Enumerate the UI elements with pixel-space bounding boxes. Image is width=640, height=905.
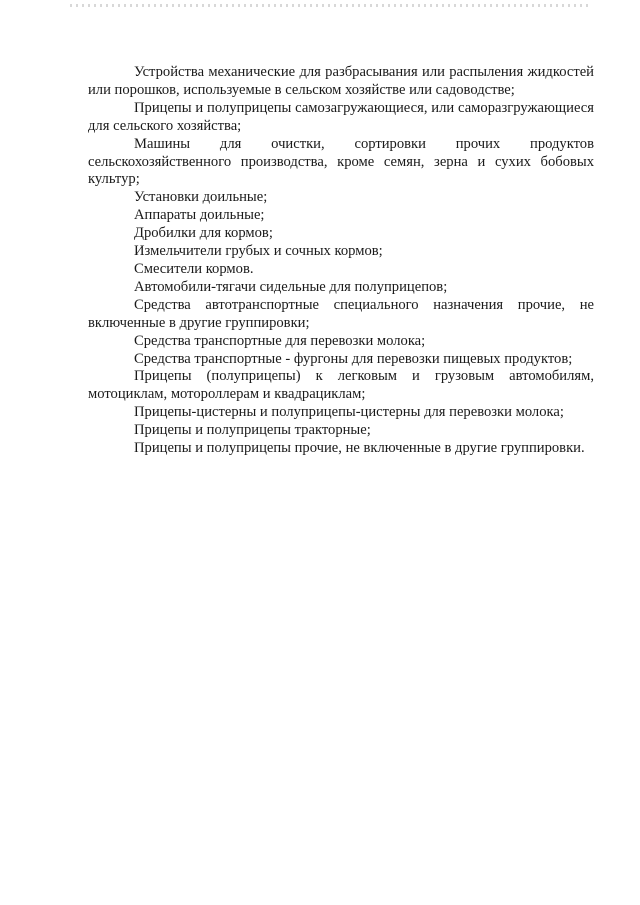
- paragraph-8: Смесители кормов.: [134, 260, 254, 277]
- paragraph-3: Машины для очистки, сортировки прочих продуктов сельскохозяйственного производства, кроме семян, зерна и сухих бобовых культур;: [88, 135, 594, 188]
- paragraph-14: Прицепы-цистерны и полуприцепы-цистерны для перевозки молока;: [134, 404, 564, 421]
- paragraph-16: Прицепы и полуприцепы прочие, не включенные в другие группировки.: [134, 440, 585, 457]
- paragraph-6: Дробилки для кормов;: [134, 225, 273, 242]
- paragraph-2: Прицепы и полуприцепы самозагружающиеся, или саморазгружающиеся для сельского хозяйства;: [88, 99, 594, 134]
- paragraph-7: Измельчители грубых и сочных кормов;: [134, 243, 383, 260]
- paragraph-10: Средства автотранспортные специального назначения прочие, не включенные в другие группировки;: [88, 296, 594, 331]
- paragraph-4: Установки доильные;: [134, 189, 268, 206]
- paragraph-1: Устройства механические для разбрасывания или распыления жидкостей или порошков, используемые в сельском хозяйстве или садоводстве;: [88, 64, 594, 98]
- scan-edge-artifact: [70, 4, 590, 7]
- paragraph-13: Прицепы (полуприцепы) к легковым и грузовым автомобилям, мотоциклам, мотороллерам и квадрациклам;: [88, 368, 594, 403]
- document-body: [88, 64, 594, 458]
- paragraph-15: Прицепы и полуприцепы тракторные;: [134, 422, 371, 439]
- paragraph-12: Средства транспортные - фургоны для перевозки пищевых продуктов;: [134, 350, 573, 367]
- paragraph-5: Аппараты доильные;: [134, 207, 265, 224]
- paragraph-9: Автомобили-тягачи сидельные для полуприцепов;: [134, 278, 448, 295]
- paragraph-11: Средства транспортные для перевозки молока;: [134, 332, 426, 349]
